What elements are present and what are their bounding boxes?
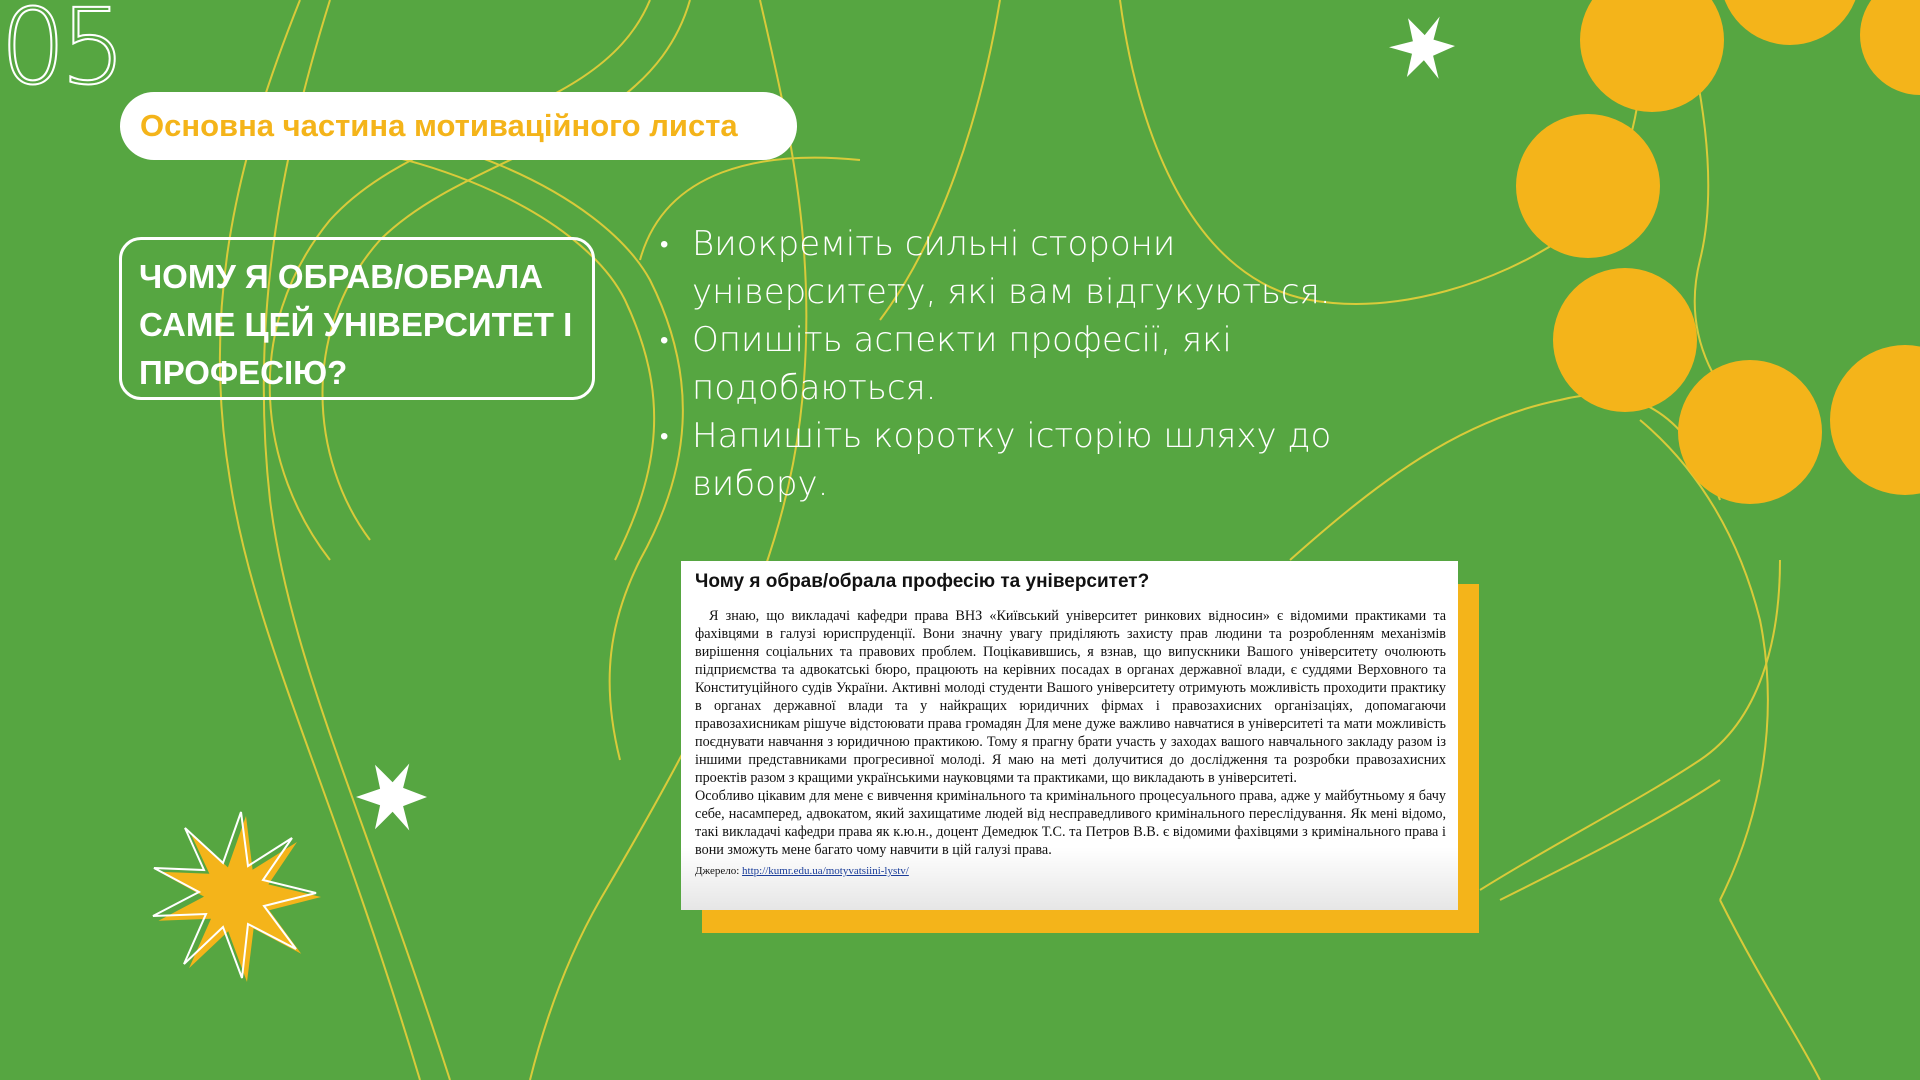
document-title: Чому я обрав/обрала професію та університет? bbox=[695, 571, 1150, 592]
example-document bbox=[681, 561, 1458, 910]
source-label: Джерело: bbox=[695, 865, 740, 877]
slide-number: 05 bbox=[0, 0, 121, 108]
document-source bbox=[695, 865, 1446, 877]
section-title-pill bbox=[120, 92, 797, 160]
bullet-icon: • bbox=[660, 230, 669, 258]
question-box bbox=[119, 237, 595, 400]
document-paragraph: Я знаю, що викладачі кафедри права ВНЗ «Київський університет ринкових відносин» є відомими практиками та фахівцями в галузі юриспруденції. Вони значну увагу приділяють захисту прав людини та розробленням механізмів вирішення соціальних та правових проблем. Поцікавившись, я взнав, що випускники Вашого університету очолюють підприємства та адвокатські бюро, працюють на керівних посадах в органах державної влади, є суддями Верховного та Конституційного судів України. Активні молоді студенти Вашого університету отримують можливість проходити практику в органах державної влади та у найкращих юридичних фірмах і правозахисних організаціях, допомагаючи правозахисникам рішуче відстоювати права громадян Для мене дуже важливо навчатися в університеті та мати можливість поєднувати навчання з юридичною практикою. Тому я прагну брати участь у заходах вашого навчального закладу разом із іншими представниками прогресивної молоді. Я маю на меті долучитися до дослідження та розробки правозахисних проектів разом з кращими українськими науковцями та практиками, що викладають в університеті. bbox=[695, 608, 1446, 786]
tip-item bbox=[660, 412, 1420, 508]
question-text: ЧОМУ Я ОБРАВ/ОБРАЛА САМЕ ЦЕЙ УНІВЕРСИТЕТ І ПРОФЕСІЮ? bbox=[139, 258, 573, 391]
tip-text: Виокреміть сильні сторони університету, які вам відгукуються. bbox=[692, 224, 1331, 312]
tip-item bbox=[660, 316, 1420, 412]
tip-item bbox=[660, 220, 1420, 316]
section-title: Основна частина мотиваційного листа bbox=[140, 108, 738, 143]
source-link[interactable]: http://kumr.edu.ua/motyvatsiini-lystv/ bbox=[742, 865, 909, 877]
tips-list bbox=[660, 220, 1420, 508]
bullet-icon: • bbox=[660, 422, 669, 450]
document-paragraph: Особливо цікавим для мене є вивчення кримінального та кримінального процесуального права, адже у майбутньому я бачу себе, насамперед, адвокатом, який захищатиме людей від несправедливого кримінального переслідування. Як мені відомо, такі викладачі кафедри права як к.ю.н., доцент Демедюк Т.С. та Петров В.В. є відомими фахівцями з кримінального права і вони зможуть мене багато чому навчити в цій галузі права. bbox=[695, 788, 1446, 858]
tip-text: Опишіть аспекти професії, які подобаються. bbox=[692, 320, 1232, 408]
tip-text: Напишіть коротку історію шляху до вибору. bbox=[692, 416, 1332, 504]
bullet-icon: • bbox=[660, 326, 669, 354]
